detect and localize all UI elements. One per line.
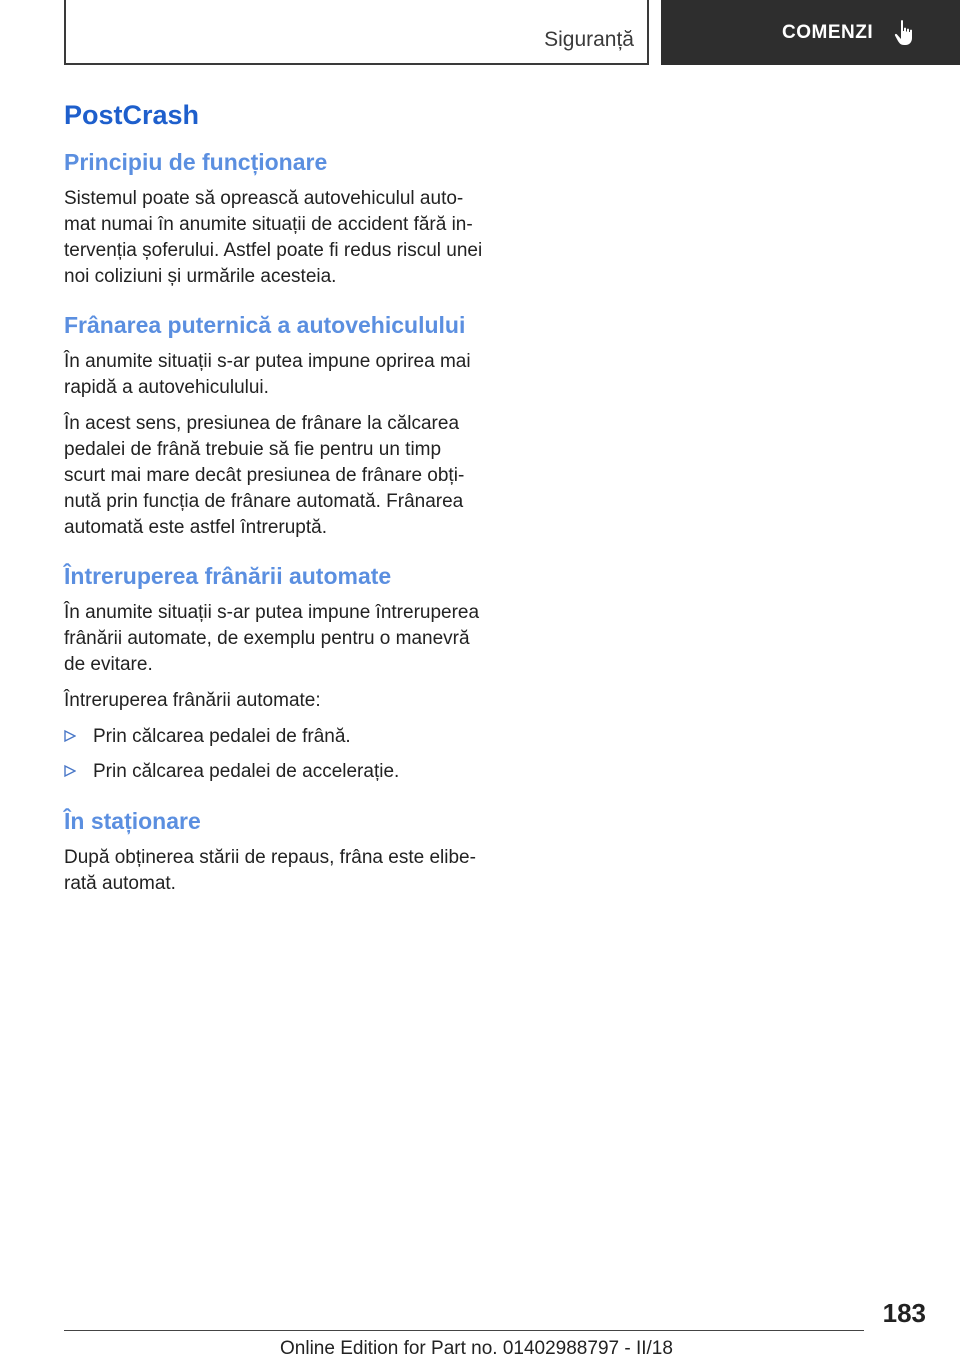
paragraph: În anumite situații s-ar putea impune oprirea mai rapidă a autovehiculului.	[64, 351, 471, 398]
section-heading: În staționare	[64, 808, 201, 834]
section-principle	[64, 149, 484, 290]
triangle-bullet-icon	[64, 724, 93, 751]
header-section-label: Siguranță	[544, 28, 634, 51]
triangle-bullet-icon	[64, 759, 93, 786]
section-standstill	[64, 808, 484, 897]
list-item	[64, 724, 484, 751]
page-title: PostCrash	[64, 100, 200, 130]
pointing-hand-icon	[893, 19, 917, 47]
page-number: 183	[882, 1298, 926, 1328]
section-heading: Principiu de funcționare	[64, 149, 328, 175]
bullet-text: Prin călcarea pedalei de frână.	[93, 726, 351, 747]
footer-edition: Online Edition for Part no. 01402988797 - II/18	[280, 1338, 673, 1359]
section-heading: Întreruperea frânării automate	[64, 563, 392, 589]
list-item	[64, 759, 484, 786]
paragraph: În anumite situații s-ar putea impune întreruperea frânării automate, de exemplu pentru o manevră de evitare.	[64, 602, 480, 675]
section-heading: Frânarea puternică a autovehiculului	[64, 312, 466, 338]
paragraph: Întreruperea frânării automate:	[64, 690, 321, 711]
section-interrupt-braking	[64, 563, 484, 786]
header-chapter-tab[interactable]	[661, 0, 960, 65]
section-strong-braking	[64, 312, 484, 541]
bullet-text: Prin călcarea pedalei de accelerație.	[93, 761, 400, 782]
header-section-tab	[64, 0, 649, 65]
footer-divider	[64, 1330, 864, 1331]
paragraph: În acest sens, presiunea de frânare la călcarea pedalei de frână trebuie să fie pentru un timp scurt mai mare decât presiunea de frânare obținută prin funcția de frânare automată. Frânarea automată este astfel întreruptă.	[64, 413, 465, 538]
paragraph: Sistemul poate să oprească autovehiculul automat numai în anumite situații de accident fără intervenția șoferului. Astfel poate fi redus riscul unei noi coliziuni și urmările acesteia.	[64, 188, 483, 287]
bullet-list	[64, 724, 484, 786]
paragraph: După obținerea stării de repaus, frâna este eliberată automat.	[64, 847, 476, 894]
header-chapter-label: COMENZI	[782, 21, 874, 43]
main-content	[64, 100, 484, 919]
